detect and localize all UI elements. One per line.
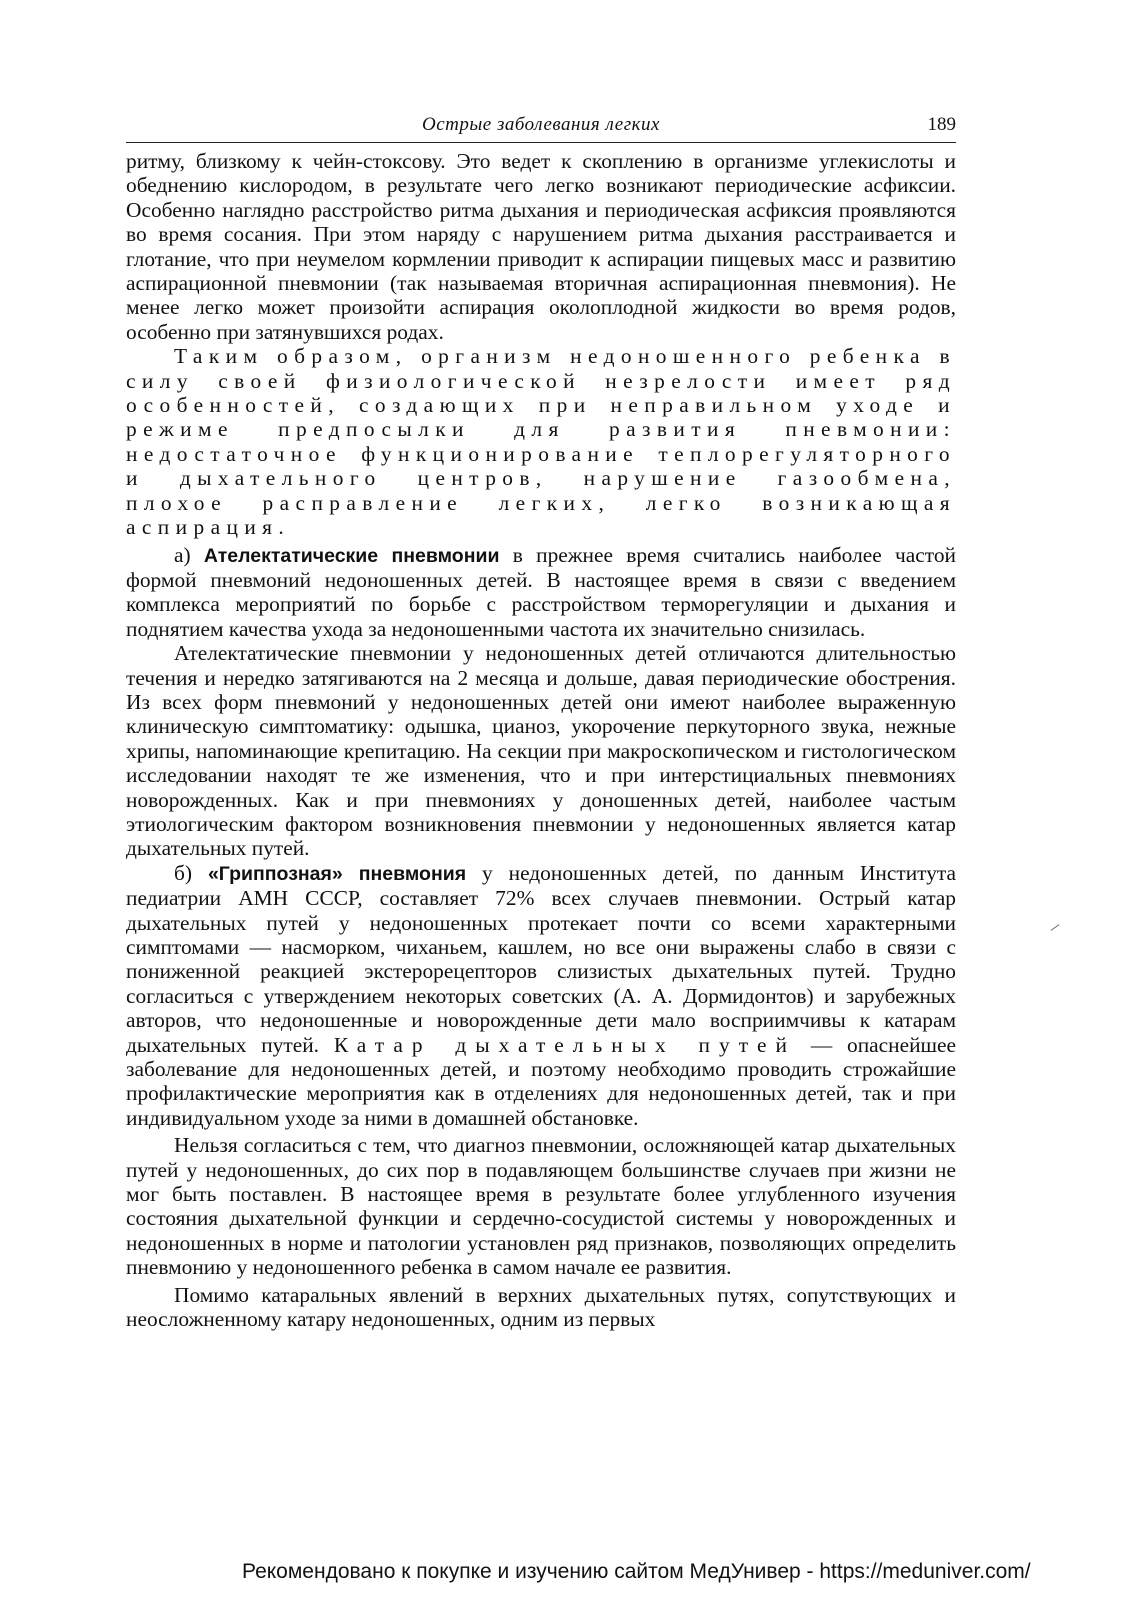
list-marker: б) bbox=[174, 860, 208, 885]
paragraph: ритму, близкому к чейн-стоксову. Это ведет к скоплению в организме углекислоты и обеднению кислородом, в результате чего легко возникают периодические асфиксии. Особенно наглядно расстройство ритма дыхания и периодическая асфиксия проявляются во время сосания. При этом наряду с нарушением ритма дыхания расстраивается и глотание, что при неумелом кормлении приводит к аспирации пищевых масс и развитию аспирационной пневмонии (так называемая вторичная аспирационная пневмония). Не менее легко может произойти аспирация околоплодной жидкости во время родов, особенно при затянувшихся родах. bbox=[126, 149, 956, 344]
paragraph-text: — опаснейшее заболевание для недоношенных детей, и поэтому необходимо проводить строжайшие профилактические мероприятия как в отделениях для недоношенных детей, так и при индивидуальном уходе за ними в домашней обстановке. bbox=[126, 1032, 956, 1130]
paragraph-influenza bbox=[126, 861, 956, 1130]
paragraph-spaced: Таким образом, организм недоношенного ребенка в силу своей физиологической незрелости имеет ряд особенностей, создающих при неправильном уходе и режиме предпосылки для развития пневмонии: недостаточное функционирование теплорегуляторного и дыхательного центров, нарушение газообмена, плохое расправление легких, легко возникающая аспирация. bbox=[126, 344, 956, 540]
bold-term: «Гриппозная» пневмония bbox=[207, 862, 467, 885]
list-marker: а) bbox=[174, 542, 204, 567]
running-header bbox=[126, 108, 956, 143]
paragraph-atelectatic bbox=[126, 543, 956, 642]
book-page bbox=[126, 108, 956, 1332]
paragraph-text: у недоношенных детей, по данным Института педиатрии АМН СССР, составляет 72% всех случаев пневмонии. Острый катар дыхательных путей у недоношенных протекает почти со всеми характерными симптомами — насморком, чиханьем, кашлем, но все они выражены слабо в связи с пониженной реакцией экстерорецепторов слизистых дыхательных путей. Трудно согласиться с утверждением некоторых советских (А. А. Дормидонтов) и зарубежных авторов, что недоношенные и новорожденные дети мало восприимчивы к катарам дыхательных путей. bbox=[126, 860, 957, 1057]
page-body bbox=[126, 149, 956, 1332]
margin-mark bbox=[1051, 924, 1060, 931]
spaced-emphasis: Катар дыхательных путей bbox=[333, 1032, 796, 1057]
page-number: 189 bbox=[927, 114, 956, 135]
paragraph: Нельзя согласиться с тем, что диагноз пневмонии, осложняющей катар дыхательных путей у недоношенных, до сих пор в подавляющем большинстве случаев при жизни не мог быть поставлен. В настоящее время в результате более углубленного изучения состояния дыхательной функции и сердечно-сосудистой системы у новорожденных и недоношенных в норме и патологии установлен ряд признаков, позволяющих определить пневмонию у недоношенного ребенка в самом начале ее развития. bbox=[126, 1133, 956, 1280]
chapter-title: Острые заболевания легких bbox=[422, 114, 660, 135]
paragraph-text: в прежнее время считались наиболее частой формой пневмоний недоношенных детей. В настоящее время в связи с введением комплекса мероприятий по борьбе с расстройством терморегуляции и дыхания и поднятием качества ухода за недоношенными частота их значительно снизилась. bbox=[126, 542, 956, 641]
bold-term: Ателектатические пневмонии bbox=[203, 544, 500, 567]
footer-watermark: Рекомендовано к покупке и изучению сайтом МедУнивер - https://meduniver.com/ bbox=[242, 1560, 1031, 1583]
paragraph: Помимо катаральных явлений в верхних дыхательных путях, сопутствующих и неосложненному катару недоношенных, одним из первых bbox=[126, 1282, 956, 1332]
paragraph: Ателектатические пневмонии у недоношенных детей отличаются длительностью течения и нередко затягиваются на 2 месяца и дольше, давая периодические обострения. Из всех форм пневмоний у недоношенных детей они имеют наиболее выраженную клиническую симптоматику: одышка, цианоз, укорочение перкуторного звука, нежные хрипы, напоминающие крепитацию. На секции при макроскопическом и гистологическом исследовании находят те же изменения, что и при интерстициальных пневмониях новорожденных. Как и при пневмониях у доношенных детей, наиболее частым этиологическим фактором возникновения пневмонии у недоношенных является катар дыхательных путей. bbox=[126, 641, 956, 861]
